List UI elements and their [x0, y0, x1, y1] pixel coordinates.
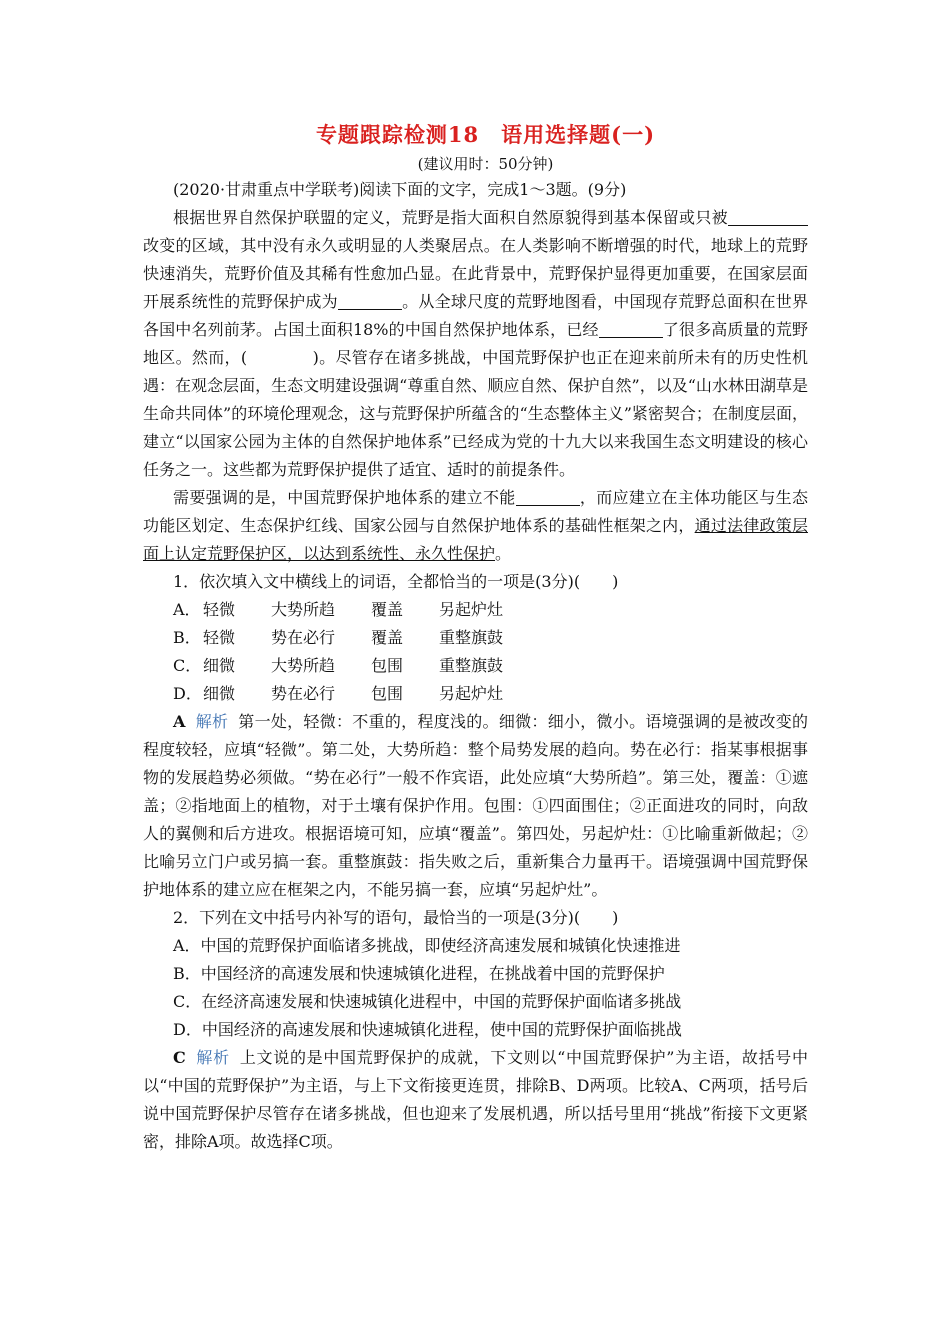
- option-word: 大势所趋: [271, 600, 336, 619]
- answer-letter: A: [173, 712, 186, 731]
- blank-1-cont: [800, 209, 808, 226]
- option-word: 细微: [203, 684, 236, 703]
- blank-2: [338, 293, 402, 310]
- reading-intro: (2020·甘肃重点中学联考)阅读下面的文字，完成1～3题。(9分): [173, 180, 627, 199]
- passage-text: 需要强调的是，中国荒野保护地体系的建立不能: [173, 488, 516, 507]
- option-word: 包围: [371, 684, 404, 703]
- option-word: 轻微: [203, 600, 236, 619]
- option-word: 另起炉灶: [439, 600, 504, 619]
- option-row: [143, 680, 808, 708]
- analysis-text: 上文说的是中国荒野保护的成就，下文则以“中国荒野保护”为主语，故括号中以“中国的荒野保护”为主语，与上下文衔接更连贯，排除B、D两项。比较A、C两项，括号后说中国荒野保护尽管存在诸多挑战，但也迎来了发展机遇，所以括号里用“挑战”衔接下文更紧密，排除A项。故选择C项。: [143, 1048, 808, 1151]
- analysis-tag: 解析: [195, 712, 229, 731]
- option-row: B．中国经济的高速发展和快速城镇化进程，在挑战着中国的荒野保护: [173, 964, 665, 983]
- option-word: 覆盖: [371, 628, 404, 647]
- underlined-sentence: 通过法律政策层面上认定荒野保护区，以达到系统性、永久性保护: [143, 516, 808, 563]
- option-word: 势在必行: [271, 628, 336, 647]
- passage-text: 了很多高质量的荒野地区。然而，( )。尽管存在诸多挑战，中国荒野保护也正在迎来前所未有的历史性机遇：在观念层面，生态文明建设强调“尊重自然、顺应自然、保护自然”，以及“山水林田湖草是生命共同体”的环境伦理观念，这与荒野保护所蕴含的“生态整体主义”紧密契合；在制度层面，建立“以国家公园为主体的自然保护地体系”已经成为党的十九大以来我国生态文明建设的核心任务之一。这些都为荒野保护提供了适宜、适时的前提条件。: [143, 320, 808, 479]
- option-row: A．中国的荒野保护面临诸多挑战，即使经济高速发展和城镇化快速推进: [173, 936, 681, 955]
- page-title: 专题跟踪检测18 语用选择题(一): [315, 122, 656, 147]
- question-1-stem: 1．依次填入文中横线上的词语，全都恰当的一项是(3分)( ): [173, 572, 619, 591]
- option-row: [143, 652, 808, 680]
- option-letter: D．: [173, 684, 202, 703]
- option-word: 包围: [371, 656, 404, 675]
- question-1-analysis: [143, 708, 808, 904]
- passage-paragraph-2: [143, 484, 808, 568]
- document-page: [143, 118, 808, 1156]
- option-word: 轻微: [203, 628, 236, 647]
- passage-text: 。: [495, 544, 512, 563]
- passage-text: 改变的区域，其中没有永久或明显的人类聚居点。在人类影响不断增强的时代，地球上的荒野快速消失，荒野价值及其稀有性愈加凸显。在此背景中，荒野保护显得更加重要，在国家层面开展系统性的荒野保护成为: [143, 236, 808, 311]
- option-letter: C．: [173, 656, 202, 675]
- option-word: 势在必行: [271, 684, 336, 703]
- option-word: 另起炉灶: [439, 684, 504, 703]
- option-row: [143, 624, 808, 652]
- passage-text: 根据世界自然保护联盟的定义，荒野是指大面积自然原貌得到基本保留或只被: [173, 208, 728, 227]
- option-letter: B．: [173, 628, 201, 647]
- option-letter: A．: [173, 600, 201, 619]
- option-word: 细微: [203, 656, 236, 675]
- analysis-tag: 解析: [195, 1048, 230, 1067]
- option-row: [143, 596, 808, 624]
- question-2-stem: 2．下列在文中括号内补写的语句，最恰当的一项是(3分)( ): [173, 908, 619, 927]
- question-2-analysis: [143, 1044, 808, 1156]
- option-word: 大势所趋: [271, 656, 336, 675]
- option-word: 重整旗鼓: [439, 628, 504, 647]
- passage-text: 。从全球尺度的荒野地图看，中国现存荒野总面积在世界各国中名列前茅。占国土面积18%的中国自然保护地体系，已经: [143, 292, 808, 339]
- time-note: (建议用时：50分钟): [417, 155, 554, 173]
- blank-3: [599, 321, 663, 338]
- option-word: 覆盖: [371, 600, 404, 619]
- passage-paragraph-1: [143, 204, 808, 484]
- blank-1: [728, 209, 800, 226]
- blank-4: [516, 489, 580, 506]
- option-row: C．在经济高速发展和快速城镇化进程中，中国的荒野保护面临诸多挑战: [173, 992, 682, 1011]
- option-row: D．中国经济的高速发展和快速城镇化进程，使中国的荒野保护面临挑战: [173, 1020, 682, 1039]
- answer-letter: C: [173, 1048, 186, 1067]
- passage-text: ，而应建立在主体功能区与生态功能区划定、生态保护红线、国家公园与自然保护地体系的基础性框架之内，: [143, 488, 808, 535]
- option-word: 重整旗鼓: [439, 656, 504, 675]
- analysis-text: 第一处，轻微：不重的，程度浅的。细微：细小，微小。语境强调的是被改变的程度较轻，应填“轻微”。第二处，大势所趋：整个局势发展的趋向。势在必行：指某事根据事物的发展趋势必须做。“势在必行”一般不作宾语，此处应填“大势所趋”。第三处，覆盖：①遮盖；②指地面上的植物，对于土壤有保护作用。包围：①四面围住；②正面进攻的同时，向敌人的翼侧和后方进攻。根据语境可知，应填“覆盖”。第四处，另起炉灶：①比喻重新做起；②比喻另立门户或另搞一套。重整旗鼓：指失败之后，重新集合力量再干。语境强调中国荒野保护地体系的建立应在框架之内，不能另搞一套，应填“另起炉灶”。: [143, 712, 808, 899]
